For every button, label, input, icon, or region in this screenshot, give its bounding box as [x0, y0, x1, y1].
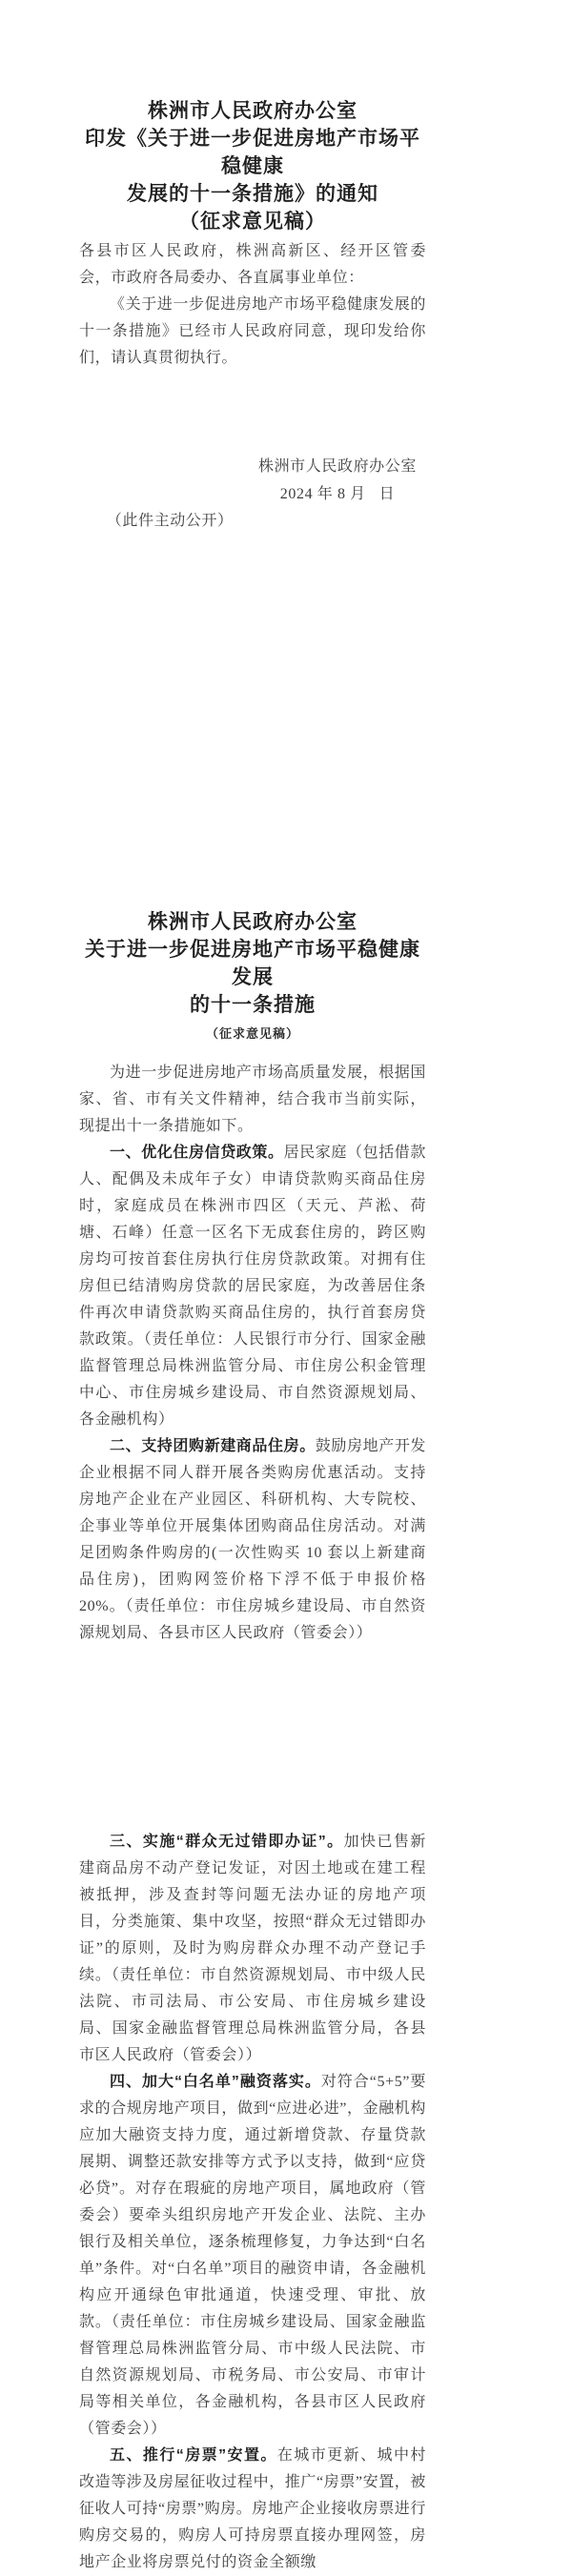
notice-salutation: 各县市区人民政府，株洲高新区、经开区管委会，市政府各局委办、各直属事业单位：	[79, 243, 426, 286]
measure-item-3-text: 加快已售新建商品房不动产登记发证，对因土地或在建工程被抵押，涉及查封等问题无法办证的房地产项目，分类施策、集中攻坚，按照“群众无过错即办证”的原则，及时为购房群众办理不动产登记手续。（责任单位：市自然资源规划局、市中级人民法院、市司法局、市公安局、市住房城乡建设局、国家金融监督管理总局株洲监管分局，各县市区人民政府（管委会））	[79, 1834, 426, 2063]
measure-item-5-heading: 五、推行“房票”安置。	[110, 2447, 277, 2464]
measures-title-line-2: 关于进一步促进房地产市场平稳健康发展	[85, 939, 420, 988]
page-3-measures-continued	[79, 1829, 426, 2576]
measures-title-line-1: 株洲市人民政府办公室	[148, 911, 358, 933]
measure-item-2-heading: 二、支持团购新建商品住房。	[110, 1438, 316, 1454]
measure-item-2	[79, 1433, 426, 1647]
notice-title-line-3: 发展的十一条措施》的通知	[127, 183, 378, 205]
measure-item-3-heading: 三、实施“群众无过错即办证”。	[110, 1834, 344, 1850]
disclosure-note: （此件主动公开）	[106, 513, 234, 529]
measure-item-3	[79, 1829, 426, 2069]
measure-item-5-text: 在城市更新、城中村改造等涉及房屋征收过程中，推广“房票”安置，被征收人可持“房票”购房。房地产企业接收房票进行购房交易的，购房人可持房票直接办理网签，房地产企业将房票兑付的资金全额缴	[79, 2447, 427, 2570]
measure-item-1-heading: 一、优化住房信贷政策。	[110, 1145, 284, 1161]
notice-title-line-1: 株洲市人民政府办公室	[148, 100, 358, 122]
notice-title	[79, 0, 426, 235]
page-2-measures	[79, 908, 426, 1647]
measure-item-1	[79, 1140, 426, 1433]
measure-item-4	[79, 2069, 426, 2443]
notice-title-line-2: 印发《关于进一步促进房地产市场平稳健康	[85, 128, 420, 177]
page-1-notice	[79, 0, 426, 535]
notice-title-draft-label: （征求意见稿）	[179, 211, 326, 233]
notice-body: 《关于进一步促进房地产市场平稳健康发展的十一条措施》已经市人民政府同意，现印发给你们，请认真贯彻执行。	[79, 296, 427, 366]
measure-item-4-heading: 四、加大“白名单”融资落实。	[110, 2074, 321, 2090]
measure-item-2-text: 鼓励房地产开发企业根据不同人群开展各类购房优惠活动。支持房地产企业在产业园区、科研机构、大专院校、企事业等单位开展集体团购商品住房活动。对满足团购条件购房的(一次性购买 10 套以上新建商品住房)，团购网签价格下浮不低于申报价格 20%。（责任单位：市住房城乡建设局、市自然资源规划局、各县市区人民政府（管委会））	[79, 1438, 427, 1641]
measures-draft-label: （征求意见稿）	[205, 1026, 299, 1041]
measures-title-line-3: 的十一条措施	[190, 994, 316, 1016]
measure-item-1-text: 居民家庭（包括借款人、配偶及未成年子女）申请贷款购买商品住房时，家庭成员在株洲市四区（天元、芦淞、荷塘、石峰）任意一区名下无成套住房的，跨区购房均可按首套住房执行住房贷款政策。对拥有住房但已结清购房贷款的居民家庭，为改善居住条件再次申请贷款购买商品住房的，执行首套房贷款政策。（责任单位：人民银行市分行、国家金融监督管理总局株洲监管分局、市住房公积金管理中心、市住房城乡建设局、市自然资源规划局、各金融机构）	[79, 1145, 427, 1428]
measure-item-4-text: 对符合“5+5”要求的合规房地产项目，做到“应进必进”，金融机构应加大融资支持力度，通过新增贷款、存量贷款展期、调整还款安排等方式予以支持，做到“应贷必贷”。对存在瑕疵的房地产项目，属地政府（管委会）要牵头组织房地产开发企业、法院、主办银行及相关单位，逐条梳理修复，力争达到“白名单”条件。对“白名单”项目的融资申请，各金融机构应开通绿色审批通道，快速受理、审批、放款。（责任单位：市住房城乡建设局、国家金融监督管理总局株洲监管分局、市中级人民法院、市自然资源规划局、市税务局、市公安局、市审计局等相关单位，各金融机构，各县市区人民政府（管委会））	[79, 2074, 427, 2437]
measures-intro: 为进一步促进房地产市场高质量发展，根据国家、省、市有关文件精神，结合我市当前实际，现提出十一条措施如下。	[79, 1065, 427, 1134]
measure-item-5	[79, 2443, 426, 2576]
signature-date: 2024 年 8 月 日	[279, 486, 396, 502]
signature-office: 株洲市人民政府办公室	[257, 458, 417, 475]
measures-title	[79, 908, 426, 1019]
signature-block	[258, 453, 417, 508]
